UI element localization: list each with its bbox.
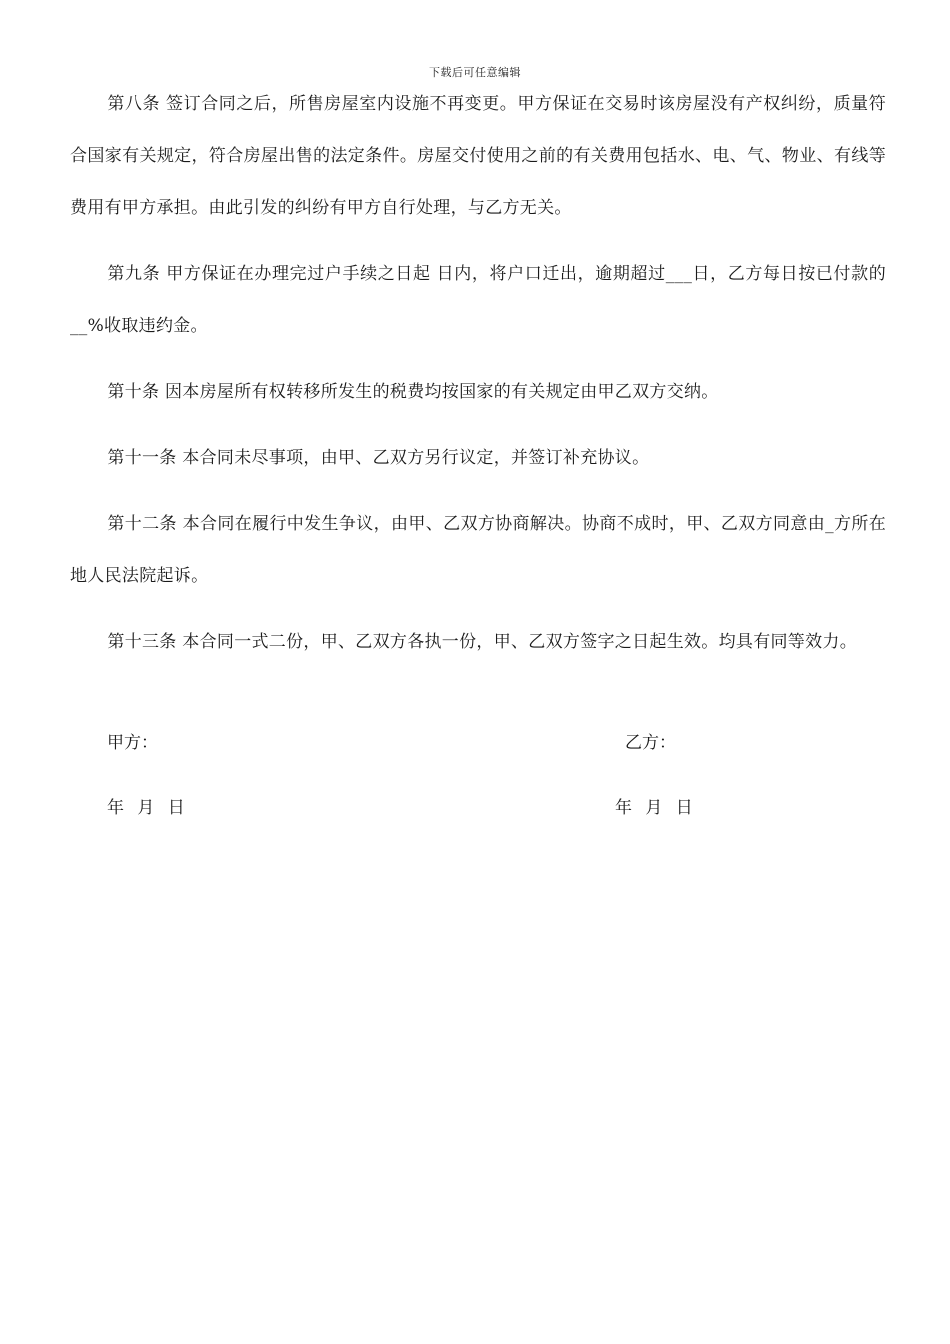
- party-a-signature-label: 甲方：: [107, 733, 158, 753]
- article-10: 第十条 因本房屋所有权转移所发生的税费均按国家的有关规定由甲乙双方交纳。: [107, 382, 719, 402]
- contract-body: [70, 78, 886, 682]
- header-note: 下载后可任意编辑: [429, 66, 521, 79]
- party-b-signature-label: 乙方：: [625, 733, 676, 753]
- article-12: 第十二条 本合同在履行中发生争议，由甲、乙双方协商解决。协商不成时，甲、乙双方同意由_方所在地人民法院起诉。: [70, 514, 886, 586]
- party-b-date: 年 月 日: [615, 798, 693, 818]
- party-a-date: 年 月 日: [107, 798, 185, 818]
- article-8: 第八条 签订合同之后，所售房屋室内设施不再变更。甲方保证在交易时该房屋没有产权纠纷，质量符合国家有关规定，符合房屋出售的法定条件。房屋交付使用之前的有关费用包括水、电、气、物业、有线等费用有甲方承担。由此引发的纠纷有甲方自行处理，与乙方无关。: [70, 94, 886, 218]
- article-11: 第十一条 本合同未尽事项，由甲、乙双方另行议定，并签订补充协议。: [107, 448, 650, 468]
- article-9: 第九条 甲方保证在办理完过户手续之日起 日内，将户口迁出，逾期超过___日，乙方每日按已付款的__%收取违约金。: [70, 264, 886, 336]
- article-13: 第十三条 本合同一式二份，甲、乙双方各执一份，甲、乙双方签字之日起生效。均具有同等效力。: [107, 632, 857, 652]
